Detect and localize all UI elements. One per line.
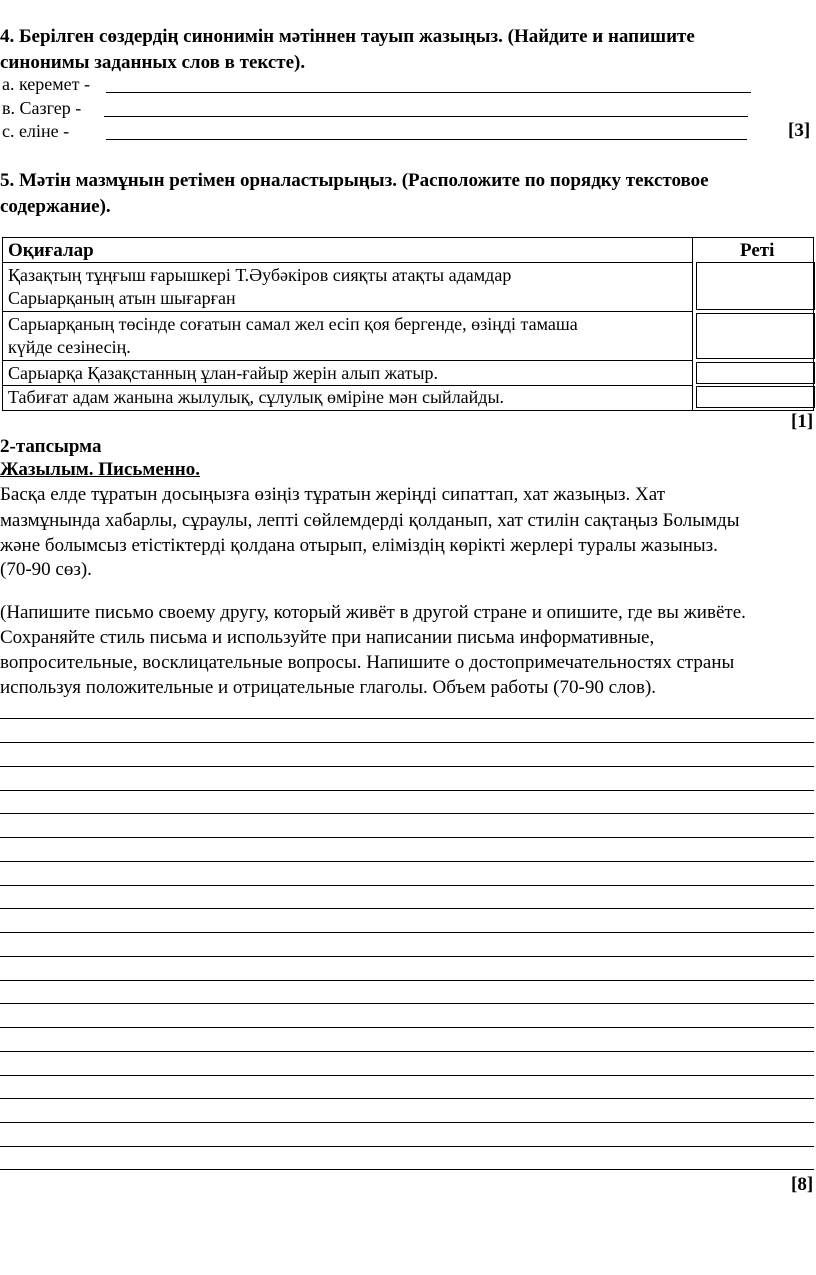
- column-divider: [692, 237, 693, 410]
- q4-item-b-answer-line[interactable]: [104, 116, 748, 117]
- task2-kz-line-2: мазмұнында хабарлы, сұраулы, лепті сөйлемдерді қолданып, хат стилін сақтаңыз Болымды: [0, 510, 740, 531]
- task2-heading: 2-тапсырма: [0, 436, 102, 457]
- q4-score: [3]: [788, 120, 811, 141]
- writing-line[interactable]: [0, 1075, 814, 1076]
- writing-line[interactable]: [0, 813, 814, 814]
- table-header-order: Реті: [740, 240, 775, 261]
- q4-item-a-answer-line[interactable]: [106, 92, 751, 93]
- writing-line[interactable]: [0, 1027, 814, 1028]
- order-box-row-1[interactable]: [696, 262, 815, 310]
- table-row-1-line2: Сарыарқаның атын шығарған: [8, 288, 236, 308]
- writing-line[interactable]: [0, 885, 814, 886]
- q4-title-line1: 4. Берілген сөздердің синонимін мәтіннен тауып жазыңыз. (Найдите и напишите: [0, 26, 695, 47]
- task2-kz-line-1: Басқа елде тұратын досыңызға өзіңіз тұратын жеріңді сипаттап, хат жазыңыз. Хат: [0, 484, 665, 505]
- q5-title-line1: 5. Мәтін мазмұнын ретімен орналастырыңыз. (Расположите по порядку текстовое: [0, 170, 709, 191]
- writing-line[interactable]: [0, 837, 814, 838]
- task2-score: [8]: [791, 1174, 814, 1195]
- q5-title-line2: содержание).: [0, 196, 111, 217]
- writing-line[interactable]: [0, 1051, 814, 1052]
- task2-ru-line-4: используя положительные и отрицательные глаголы. Объем работы (70-90 слов).: [0, 677, 657, 698]
- writing-line[interactable]: [0, 718, 814, 719]
- writing-line[interactable]: [0, 1098, 814, 1099]
- order-box-row-4[interactable]: [696, 386, 815, 408]
- task2-ru-line-2: Сохраняйте стиль письма и используйте при написании письма информативные,: [0, 627, 655, 648]
- q4-item-a-label: а. керемет -: [2, 74, 91, 94]
- q4-item-c-label: с. еліне -: [2, 121, 70, 141]
- row-1-border: [2, 311, 692, 312]
- table-header-events: Оқиғалар: [8, 240, 94, 261]
- writing-line[interactable]: [0, 956, 814, 957]
- writing-line[interactable]: [0, 766, 814, 767]
- table-row-2-line1: Сарыарқаның төсінде соғатын самал жел есіп қоя бергенде, өзіңді тамаша: [8, 314, 578, 334]
- writing-line[interactable]: [0, 1146, 814, 1147]
- writing-line[interactable]: [0, 1003, 814, 1004]
- writing-line[interactable]: [0, 1169, 814, 1170]
- order-box-row-2[interactable]: [696, 313, 815, 359]
- writing-line[interactable]: [0, 742, 814, 743]
- task2-subheading: Жазылым. Письменно.: [0, 459, 200, 480]
- writing-line[interactable]: [0, 908, 814, 909]
- writing-line[interactable]: [0, 932, 814, 933]
- task2-kz-line-4: (70-90 сөз).: [0, 559, 92, 580]
- table-row-1-line1: Қазақтың тұңғыш ғарышкері Т.Әубәкіров сияқты атақты адамдар: [8, 265, 512, 285]
- q4-item-c-answer-line[interactable]: [106, 139, 747, 140]
- task2-kz-line-3: және болымсыз етістіктерді қолдана отырып, еліміздің көрікті жерлері туралы жазыныз.: [0, 535, 718, 556]
- writing-line[interactable]: [0, 790, 814, 791]
- task2-ru-line-3: вопросительные, восклицательные вопросы. Напишите о достопримечательностях страны: [0, 652, 735, 673]
- row-2-border: [2, 360, 692, 361]
- q5-score: [1]: [791, 411, 814, 432]
- task2-ru-line-1: (Напишите письмо своему другу, который живёт в другой стране и опишите, где вы живёте.: [0, 602, 746, 623]
- writing-line[interactable]: [0, 980, 814, 981]
- writing-line[interactable]: [0, 1122, 814, 1123]
- writing-line[interactable]: [0, 861, 814, 862]
- header-row-border: [2, 262, 692, 263]
- table-row-4-line1: Табиғат адам жанына жылулық, сұлулық өміріне мән сыйлайды.: [8, 387, 505, 407]
- q4-item-b-label: в. Сазгер -: [2, 98, 82, 118]
- q4-title-line2: синонимы заданных слов в тексте).: [0, 52, 306, 73]
- table-row-2-line2: күйде сезінесің.: [8, 337, 131, 357]
- order-box-row-3[interactable]: [696, 362, 815, 384]
- table-row-3-line1: Сарыарқа Қазақстанның ұлан-ғайыр жерін алып жатыр.: [8, 363, 439, 383]
